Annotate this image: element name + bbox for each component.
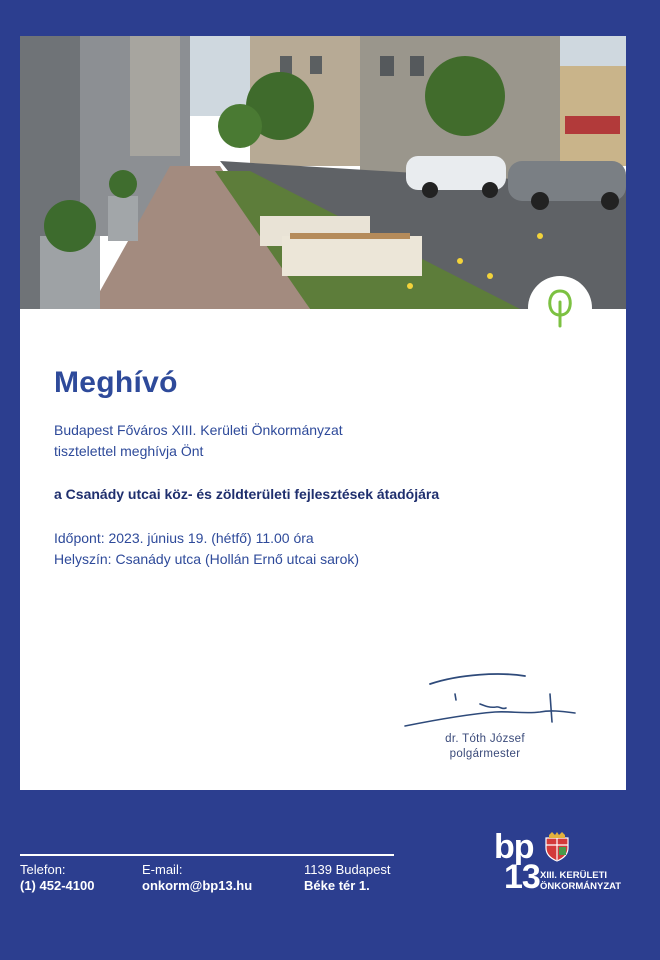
signatory-block: [420, 732, 550, 762]
phone-value: (1) 452-4100: [20, 878, 95, 893]
tree-badge: [528, 276, 592, 340]
issuer-line-2: tisztelettel meghívja Önt: [54, 443, 204, 459]
event-time: Időpont: 2023. június 19. (hétfő) 11.00 óra: [54, 530, 314, 546]
street-photo: [20, 36, 626, 309]
tree-icon: [544, 288, 576, 328]
event-text: a Csanády utcai köz- és zöldterületi fejlesztések átadójára: [54, 486, 440, 502]
phone-label: Telefon:: [20, 862, 66, 877]
issuer-line-1: Budapest Főváros XIII. Kerületi Önkormányzat: [54, 422, 343, 438]
signatory-role: polgármester: [449, 748, 521, 760]
event-place: Helyszín: Csanády utca (Hollán Ernő utcai sarok): [54, 551, 360, 567]
logo-text: [540, 870, 621, 892]
event-details: [54, 528, 359, 570]
logo-mark-bottom: 13: [504, 858, 540, 896]
logo-text-line-1: XIII. KERÜLETI: [540, 870, 608, 881]
email-value: onkorm@bp13.hu: [142, 878, 253, 893]
signatory-name: dr. Tóth József: [445, 733, 525, 745]
email-label: E-mail:: [142, 862, 183, 877]
issuer-text: [54, 420, 343, 462]
footer-divider: [20, 854, 394, 856]
signature: [400, 664, 600, 734]
logo-mark-top: bp: [494, 828, 534, 866]
district-logo: [494, 830, 634, 906]
footer-address: [304, 862, 391, 894]
address-line-1: 1139 Budapest: [304, 862, 391, 877]
coat-of-arms-icon: [544, 832, 570, 862]
logo-text-line-2: ÖNKORMÁNYZAT: [540, 881, 622, 892]
footer-email: [142, 862, 252, 894]
invitation-card: [20, 36, 626, 790]
page-title: Meghívó: [54, 366, 178, 399]
footer-phone: [20, 862, 94, 894]
address-line-2: Béke tér 1.: [304, 878, 370, 893]
